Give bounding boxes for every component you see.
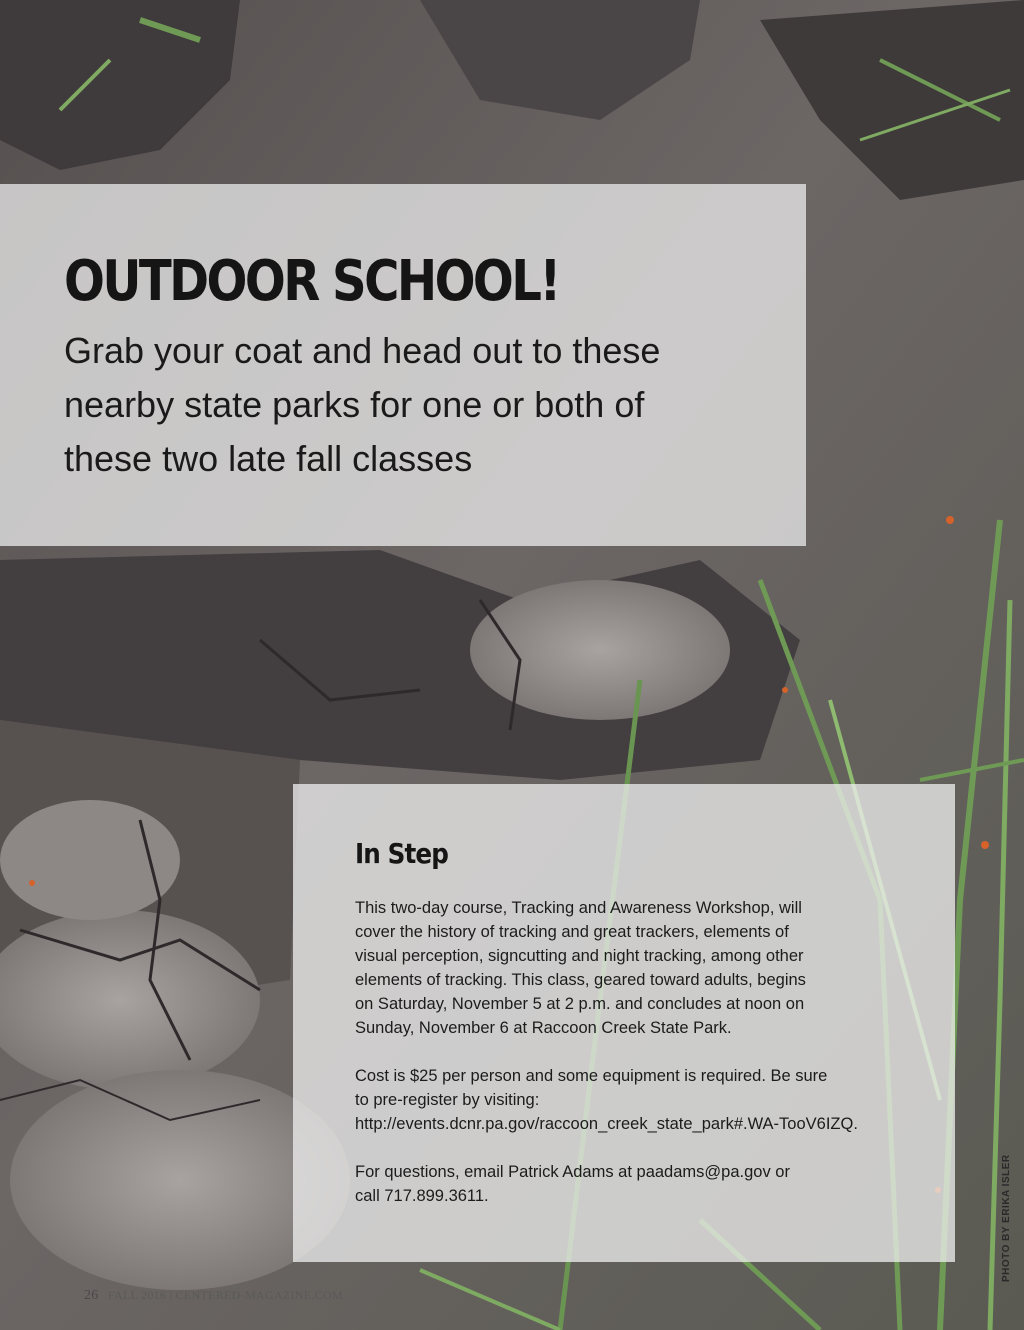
article-paragraph-cost: [355, 1064, 915, 1136]
page-footer: [84, 1288, 343, 1304]
page-number: 26: [84, 1288, 99, 1303]
page-subtitle: [64, 324, 764, 486]
subtitle-line: Grab your coat and head out to these: [64, 330, 661, 371]
photo-credit: PHOTO BY ERIKA ISLER: [1001, 1154, 1012, 1282]
subtitle-line: nearby state parks for one or both of: [64, 384, 645, 425]
page-title: OUTDOOR SCHOOL!: [64, 249, 559, 314]
contact-phone-line: call 717.899.3611.: [355, 1187, 489, 1205]
text-line: Cost is $25 per person and some equipment is required. Be sure: [355, 1067, 828, 1085]
text-line: visual perception, signcutting and night tracking, among other: [355, 947, 804, 965]
article-body: [355, 896, 915, 1232]
text-line: Sunday, November 6 at Raccoon Creek State Park.: [355, 1019, 732, 1037]
registration-link[interactable]: http://events.dcnr.pa.gov/raccoon_creek_state_park#.WA-TooV6IZQ.: [355, 1115, 858, 1133]
footer-text: FALL 2016 | CENTERED-MAGAZINE.COM: [107, 1288, 343, 1302]
article-heading: In Step: [355, 837, 449, 870]
contact-email-line[interactable]: For questions, email Patrick Adams at paadams@pa.gov or: [355, 1163, 790, 1181]
article-paragraph-course: [355, 896, 915, 1040]
article-paragraph-contact: [355, 1160, 915, 1208]
text-line: to pre-register by visiting:: [355, 1091, 540, 1109]
text-line: on Saturday, November 5 at 2 p.m. and concludes at noon on: [355, 995, 805, 1013]
text-line: This two-day course, Tracking and Awareness Workshop, will: [355, 899, 802, 917]
text-line: elements of tracking. This class, geared toward adults, begins: [355, 971, 806, 989]
subtitle-line: these two late fall classes: [64, 438, 473, 479]
text-line: cover the history of tracking and great trackers, elements of: [355, 923, 789, 941]
